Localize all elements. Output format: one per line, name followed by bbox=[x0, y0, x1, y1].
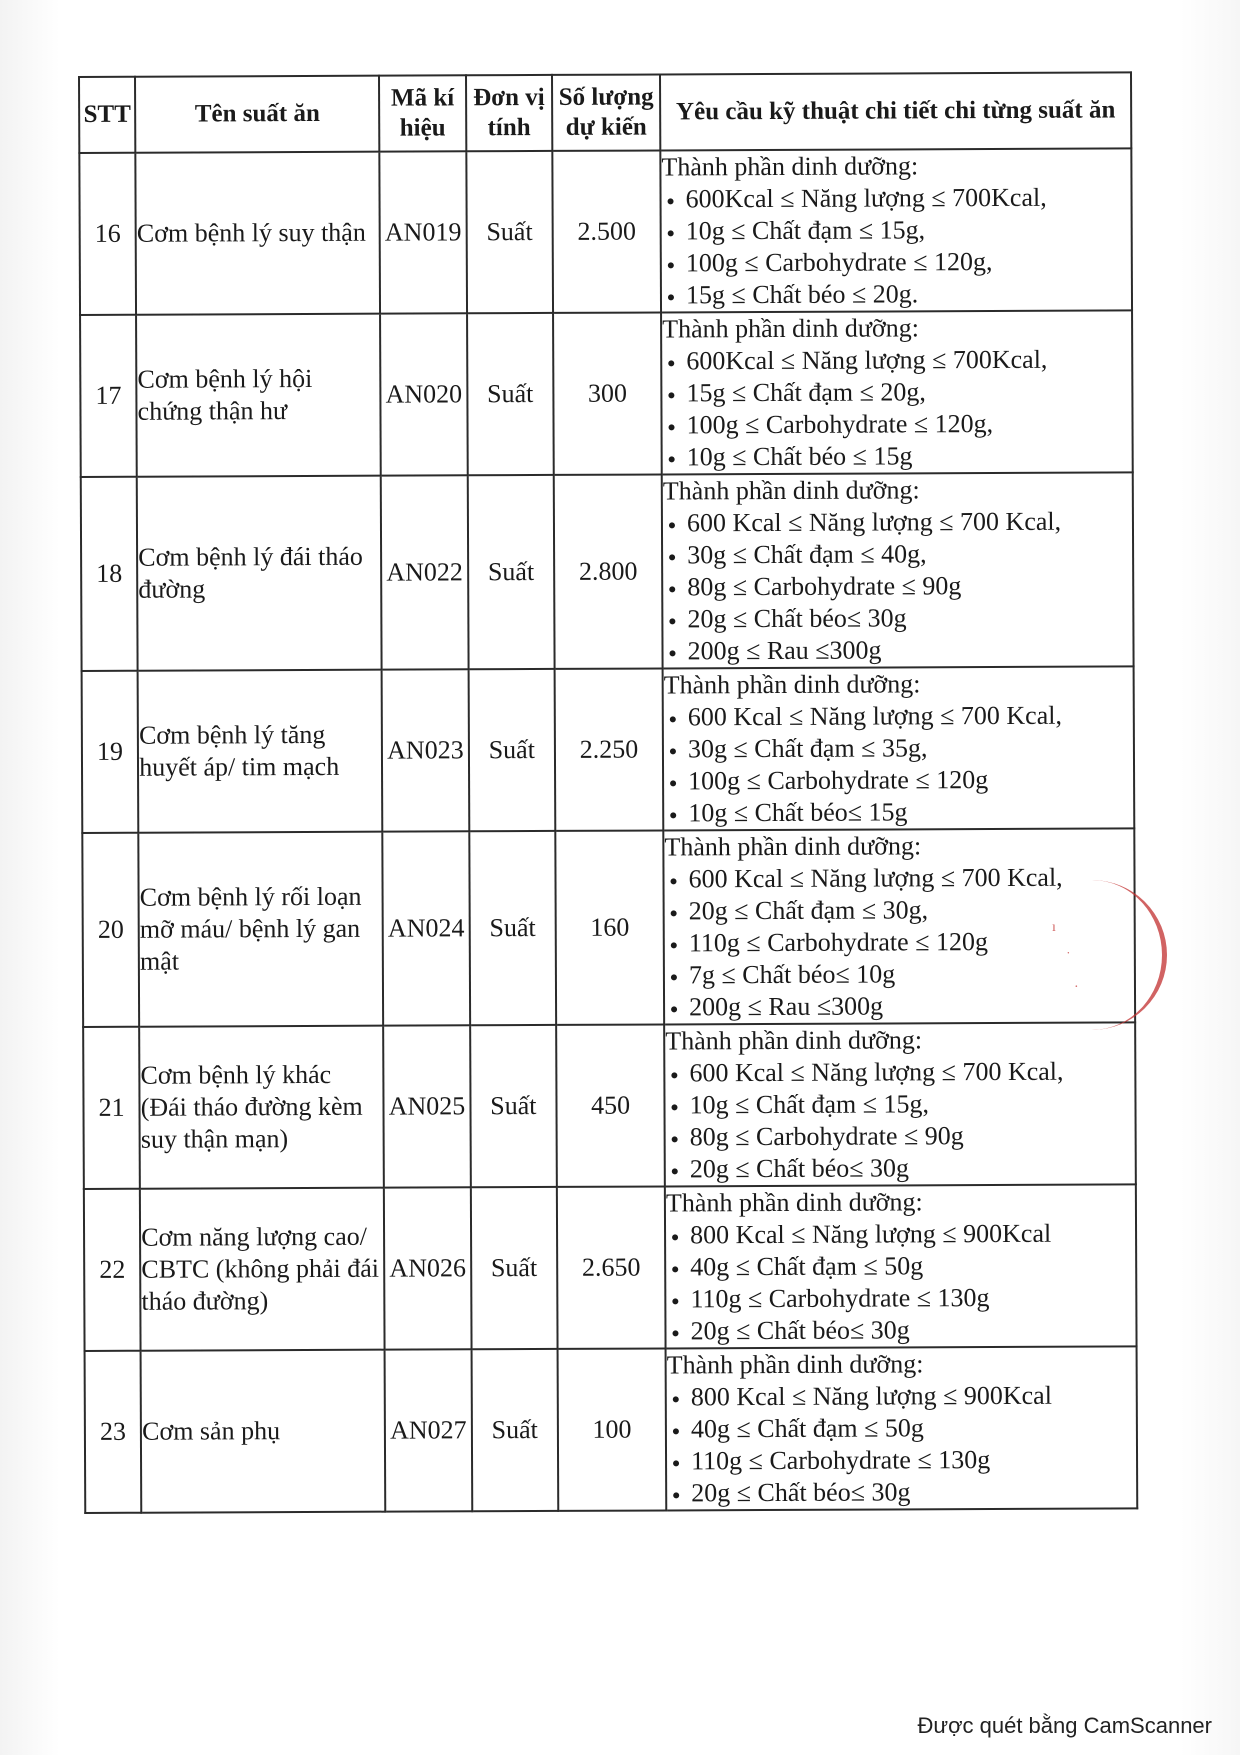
nutrition-item: 100g ≤ Carbohydrate ≤ 120g bbox=[664, 763, 1133, 797]
nutrition-item: 10g ≤ Chất béo ≤ 15g bbox=[663, 439, 1132, 473]
nutrition-item: 200g ≤ Rau ≤300g bbox=[664, 633, 1133, 667]
row-quantity: 2.650 bbox=[557, 1186, 666, 1348]
row-meal-name: Cơm bệnh lý hội chứng thận hư bbox=[136, 314, 381, 477]
nutrition-item: 600 Kcal ≤ Năng lượng ≤ 700 Kcal, bbox=[665, 861, 1134, 895]
spec-title: Thành phần dinh dưỡng: bbox=[662, 475, 920, 506]
spec-title: Thành phần dinh dưỡng: bbox=[664, 831, 922, 862]
spec-title: Thành phần dinh dưỡng: bbox=[666, 1349, 924, 1380]
nutrition-item: 100g ≤ Carbohydrate ≤ 120g, bbox=[662, 245, 1131, 279]
row-spec bbox=[664, 1022, 1136, 1186]
row-spec bbox=[660, 148, 1132, 312]
row-code: AN027 bbox=[385, 1349, 472, 1511]
nutrition-item: 40g ≤ Chất đạm ≤ 50g bbox=[667, 1411, 1136, 1445]
row-code: AN019 bbox=[380, 151, 467, 313]
row-code: AN025 bbox=[383, 1025, 470, 1187]
nutrition-item: 110g ≤ Carbohydrate ≤ 130g bbox=[667, 1443, 1136, 1477]
row-stt: 23 bbox=[85, 1351, 142, 1513]
table-header-row bbox=[79, 72, 1131, 153]
nutrition-item: 20g ≤ Chất béo≤ 30g bbox=[667, 1475, 1136, 1509]
row-meal-name: Cơm bệnh lý suy thận bbox=[135, 152, 380, 315]
row-unit: Suất bbox=[467, 475, 554, 669]
nutrition-item: 10g ≤ Chất đạm ≤ 15g, bbox=[662, 213, 1131, 247]
row-unit: Suất bbox=[468, 669, 555, 831]
row-meal-name: Cơm năng lượng cao/ CBTC (không phải đái tháo đường) bbox=[140, 1188, 385, 1351]
nutrition-item: 110g ≤ Carbohydrate ≤ 130g bbox=[666, 1281, 1135, 1315]
nutrition-item: 40g ≤ Chất đạm ≤ 50g bbox=[666, 1249, 1135, 1283]
table-row bbox=[81, 472, 1134, 671]
row-meal-name: Cơm bệnh lý đái tháo đường bbox=[137, 476, 382, 671]
row-code: AN024 bbox=[383, 831, 470, 1025]
table-row bbox=[84, 1184, 1137, 1351]
row-stt: 19 bbox=[82, 671, 139, 833]
header-spec: Yêu cầu kỹ thuật chi tiết chi từng suất ăn bbox=[660, 72, 1131, 150]
spec-title: Thành phần dinh dưỡng: bbox=[661, 151, 919, 182]
row-meal-name: Cơm bệnh lý khác (Đái tháo đường kèm suy thận mạn) bbox=[139, 1026, 384, 1189]
nutrition-item: 10g ≤ Chất đạm ≤ 15g, bbox=[665, 1087, 1134, 1121]
spec-title: Thành phần dinh dưỡng: bbox=[662, 313, 919, 344]
nutrition-list bbox=[664, 699, 1133, 829]
header-unit: Đơn vị tính bbox=[466, 75, 553, 151]
row-quantity: 300 bbox=[553, 312, 662, 474]
meal-spec-table bbox=[78, 71, 1138, 1514]
spec-title: Thành phần dinh dưỡng: bbox=[665, 1025, 923, 1056]
row-spec bbox=[661, 310, 1133, 474]
nutrition-item: 20g ≤ Chất béo≤ 30g bbox=[666, 1151, 1135, 1185]
nutrition-item: 15g ≤ Chất béo ≤ 20g. bbox=[662, 277, 1131, 311]
row-code: AN026 bbox=[384, 1187, 471, 1349]
row-spec bbox=[663, 666, 1135, 830]
nutrition-item: 80g ≤ Carbohydrate ≤ 90g bbox=[663, 569, 1132, 603]
row-code: AN020 bbox=[380, 313, 467, 475]
row-stt: 21 bbox=[83, 1027, 140, 1189]
row-unit: Suất bbox=[466, 151, 553, 313]
nutrition-list bbox=[666, 1217, 1135, 1347]
table-row bbox=[82, 666, 1135, 833]
row-unit: Suất bbox=[469, 831, 556, 1025]
row-quantity: 2.800 bbox=[554, 474, 663, 668]
table-row bbox=[85, 1346, 1138, 1513]
row-quantity: 160 bbox=[555, 830, 664, 1024]
row-unit: Suất bbox=[471, 1187, 558, 1349]
row-stt: 18 bbox=[81, 477, 138, 671]
row-meal-name: Cơm bệnh lý rối loạn mỡ máu/ bệnh lý gan mật bbox=[138, 832, 383, 1027]
nutrition-list bbox=[667, 1379, 1136, 1509]
row-quantity: 100 bbox=[558, 1348, 667, 1510]
row-unit: Suất bbox=[470, 1025, 557, 1187]
nutrition-item: 20g ≤ Chất béo≤ 30g bbox=[666, 1313, 1135, 1347]
header-name: Tên suất ăn bbox=[135, 76, 379, 153]
nutrition-list bbox=[662, 181, 1131, 311]
table-row bbox=[79, 148, 1132, 315]
nutrition-item: 800 Kcal ≤ Năng lượng ≤ 900Kcal bbox=[667, 1379, 1136, 1413]
spec-title: Thành phần dinh dưỡng: bbox=[663, 669, 921, 700]
row-quantity: 2.500 bbox=[552, 150, 661, 312]
nutrition-item: 600 Kcal ≤ Năng lượng ≤ 700 Kcal, bbox=[664, 699, 1133, 733]
row-stt: 20 bbox=[82, 833, 139, 1027]
nutrition-item: 600 Kcal ≤ Năng lượng ≤ 700 Kcal, bbox=[663, 505, 1132, 539]
nutrition-item: 600 Kcal ≤ Năng lượng ≤ 700 Kcal, bbox=[665, 1055, 1134, 1089]
nutrition-list bbox=[662, 343, 1131, 473]
spec-title: Thành phần dinh dưỡng: bbox=[665, 1187, 923, 1218]
nutrition-item: 200g ≤ Rau ≤300g bbox=[665, 989, 1134, 1023]
nutrition-item: 7g ≤ Chất béo≤ 10g bbox=[665, 957, 1134, 991]
row-meal-name: Cơm sản phụ bbox=[141, 1350, 386, 1513]
row-quantity: 2.250 bbox=[555, 668, 664, 830]
row-spec bbox=[663, 828, 1135, 1024]
nutrition-list bbox=[663, 505, 1133, 667]
table-row bbox=[82, 828, 1135, 1027]
nutrition-item: 30g ≤ Chất đạm ≤ 35g, bbox=[664, 731, 1133, 765]
red-seal-stamp: ı ˙ · bbox=[1072, 880, 1167, 1030]
row-code: AN023 bbox=[382, 669, 469, 831]
header-stt: STT bbox=[79, 77, 135, 153]
row-stt: 17 bbox=[80, 315, 137, 477]
nutrition-list bbox=[665, 1055, 1134, 1185]
nutrition-item: 110g ≤ Carbohydrate ≤ 120g bbox=[665, 925, 1134, 959]
row-spec bbox=[666, 1346, 1138, 1510]
row-stt: 16 bbox=[79, 153, 136, 315]
nutrition-item: 10g ≤ Chất béo≤ 15g bbox=[664, 795, 1133, 829]
table-row bbox=[80, 310, 1133, 477]
nutrition-item: 80g ≤ Carbohydrate ≤ 90g bbox=[666, 1119, 1135, 1153]
row-stt: 22 bbox=[84, 1189, 141, 1351]
nutrition-item: 20g ≤ Chất béo≤ 30g bbox=[663, 601, 1132, 635]
row-unit: Suất bbox=[471, 1349, 558, 1511]
nutrition-item: 800 Kcal ≤ Năng lượng ≤ 900Kcal bbox=[666, 1217, 1135, 1251]
row-quantity: 450 bbox=[556, 1024, 665, 1186]
nutrition-item: 600Kcal ≤ Năng lượng ≤ 700Kcal, bbox=[662, 343, 1131, 377]
row-spec bbox=[665, 1184, 1137, 1348]
header-qty: Số lượng dự kiến bbox=[552, 74, 660, 150]
row-meal-name: Cơm bệnh lý tăng huyết áp/ tim mạch bbox=[138, 670, 383, 833]
nutrition-item: 15g ≤ Chất đạm ≤ 20g, bbox=[662, 375, 1131, 409]
row-unit: Suất bbox=[467, 313, 554, 475]
nutrition-list bbox=[665, 861, 1135, 1023]
nutrition-item: 20g ≤ Chất đạm ≤ 30g, bbox=[665, 893, 1134, 927]
nutrition-item: 30g ≤ Chất đạm ≤ 40g, bbox=[663, 537, 1132, 571]
row-code: AN022 bbox=[381, 475, 468, 669]
header-code: Mã kí hiệu bbox=[379, 75, 466, 151]
scanner-watermark: Được quét bằng CamScanner bbox=[917, 1713, 1212, 1738]
nutrition-item: 100g ≤ Carbohydrate ≤ 120g, bbox=[663, 407, 1132, 441]
row-spec bbox=[662, 472, 1134, 668]
table-row bbox=[83, 1022, 1136, 1189]
nutrition-item: 600Kcal ≤ Năng lượng ≤ 700Kcal, bbox=[662, 181, 1131, 215]
